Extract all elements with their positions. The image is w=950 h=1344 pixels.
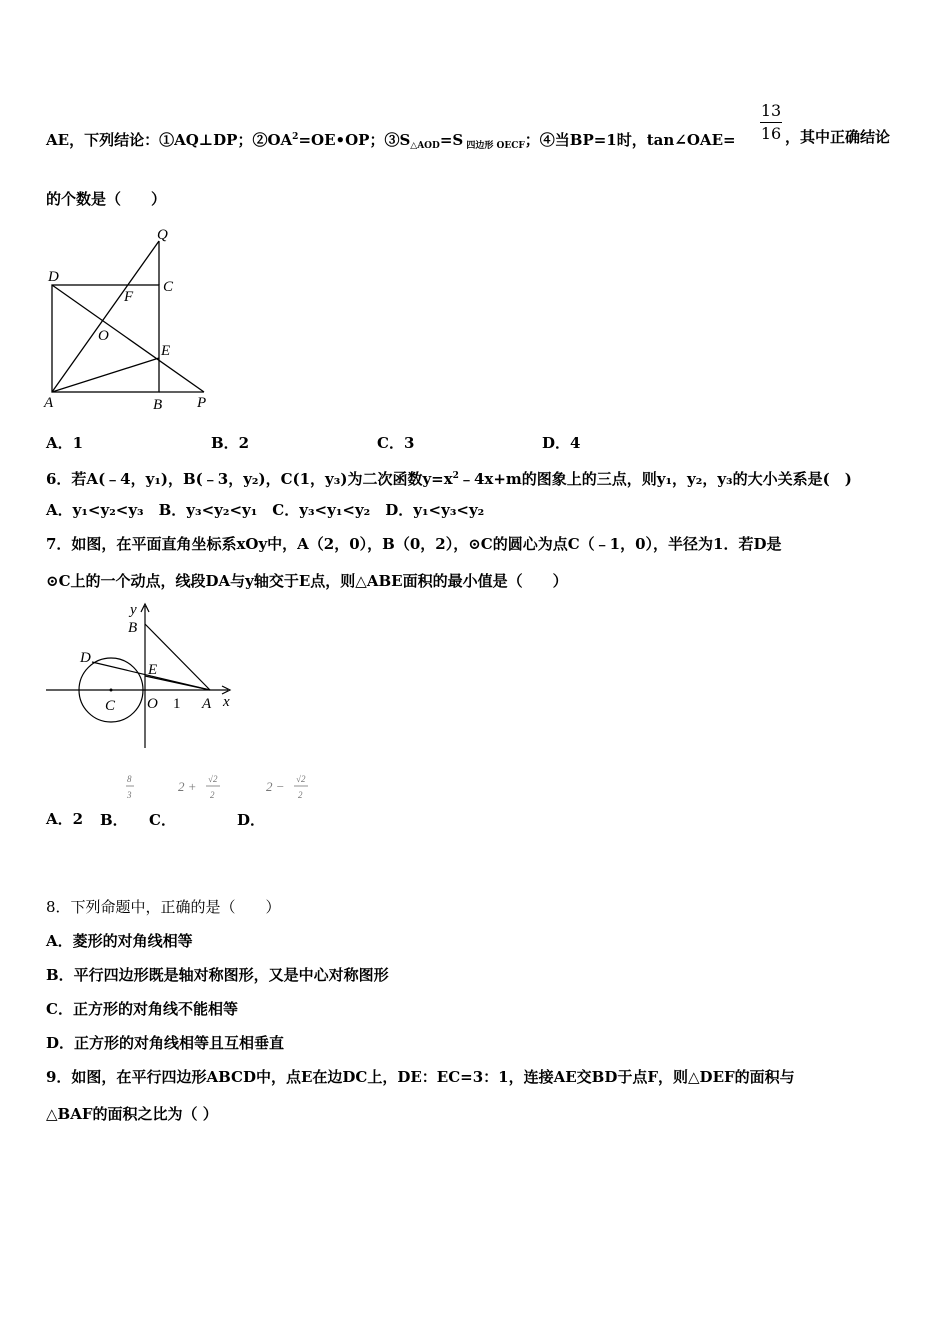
q5-eq: =S bbox=[439, 131, 464, 149]
label-y: y bbox=[130, 602, 137, 618]
label-f: F bbox=[124, 289, 134, 305]
q7-options: A．2 bbox=[46, 810, 84, 828]
label-a7: A bbox=[202, 696, 212, 712]
q6-options: A．y₁<y₂<y₃ B．y₃<y₂<y₁ C．y₃<y₁<y₂ D．y₁<y₃<y₂ bbox=[46, 501, 485, 519]
q8-option-b: B．平行四边形既是轴对称图形，又是中心对称图形 bbox=[46, 966, 389, 984]
q5-sub-aod: △AOD bbox=[410, 141, 440, 151]
label-q: Q bbox=[157, 227, 168, 243]
segment-aq bbox=[52, 241, 159, 392]
frac-2-plus bbox=[176, 771, 226, 803]
segment-ba bbox=[145, 624, 210, 690]
frac-8-3 bbox=[124, 772, 138, 802]
q5-line1-mid: =OE•OP；③S bbox=[298, 131, 411, 149]
svg-text:√2: √2 bbox=[296, 774, 306, 784]
label-e: E bbox=[161, 343, 171, 359]
q7-frac-c bbox=[176, 771, 226, 807]
label-one: 1 bbox=[173, 696, 181, 712]
q5-line1-end bbox=[785, 127, 890, 147]
q5-fraction bbox=[760, 101, 782, 144]
q5-option-d: D．4 bbox=[542, 434, 581, 452]
q7-figure bbox=[42, 602, 242, 752]
q5-option-c: C．3 bbox=[377, 434, 415, 452]
svg-text:2: 2 bbox=[298, 790, 303, 800]
svg-text:8: 8 bbox=[127, 774, 132, 784]
q9-line1: 9．如图，在平行四边形ABCD中，点E在边DC上，DE：EC=3：1，连接AE交BD于点F，则△DEF的面积与 bbox=[46, 1068, 795, 1086]
label-d: D bbox=[48, 269, 59, 285]
svg-text:2: 2 bbox=[210, 790, 215, 800]
frac-2-minus bbox=[264, 771, 314, 803]
q8-option-a: A．菱形的对角线相等 bbox=[46, 932, 193, 950]
svg-text:2 +: 2 + bbox=[178, 779, 197, 794]
label-p: P bbox=[197, 395, 207, 411]
q5-option-b: B．2 bbox=[211, 434, 250, 452]
label-b7: B bbox=[128, 620, 138, 636]
q5-line1-end-text: ，其中正确结论 bbox=[785, 128, 891, 146]
q7-option-d: D． bbox=[237, 811, 266, 829]
q7-frac-d bbox=[264, 771, 314, 807]
q7-line1: 7．如图，在平面直角坐标系xOy中，A（2，0），B（0，2），⊙C的圆心为点C（﹣1，0），半径为1．若D是 bbox=[46, 535, 782, 553]
q5-sq: 2 bbox=[292, 132, 299, 142]
label-a: A bbox=[44, 395, 54, 411]
label-x: x bbox=[223, 694, 230, 710]
q6-sq: 2 bbox=[452, 471, 459, 481]
segment-ea bbox=[145, 676, 210, 690]
label-e7: E bbox=[148, 662, 158, 678]
q7-option-c: C． bbox=[149, 811, 176, 829]
q8-stem: 8．下列命题中，正确的是（ ） bbox=[46, 898, 281, 916]
q5-line1-prefix: AE，下列结论：①AQ⊥DP；②OA bbox=[46, 131, 293, 149]
fraction-bar bbox=[760, 122, 782, 123]
svg-text:√2: √2 bbox=[208, 774, 218, 784]
q6-stem-tail: ﹣4x+m的图象上的三点，则y₁，y₂，y₃的大小关系是( ) bbox=[458, 470, 852, 488]
q7-option-b: B． bbox=[100, 811, 128, 829]
label-d7: D bbox=[80, 650, 91, 666]
svg-text:3: 3 bbox=[127, 790, 132, 800]
label-o: O bbox=[98, 328, 109, 344]
label-o7: O bbox=[147, 696, 158, 712]
label-c: C bbox=[163, 279, 174, 295]
q5-figure bbox=[40, 225, 220, 415]
segment-ae bbox=[52, 358, 159, 392]
svg-text:2 −: 2 − bbox=[266, 779, 285, 794]
q5-line1 bbox=[46, 127, 736, 156]
q6-stem bbox=[46, 466, 852, 489]
q7-line2: ⊙C上的一个动点，线段DA与y轴交于E点，则△ABE面积的最小值是（ ） bbox=[46, 572, 568, 590]
q5-line2: 的个数是（ ） bbox=[46, 190, 167, 208]
q5-frac-den: 16 bbox=[760, 124, 782, 143]
q8-option-d: D．正方形的对角线相等且互相垂直 bbox=[46, 1034, 285, 1052]
label-b: B bbox=[153, 397, 163, 413]
q5-sub-quad: 四边形 OECF bbox=[463, 141, 525, 151]
q6-stem-text: 6．若A(﹣4，y₁)，B(﹣3，y₂)，C(1，y₃)为二次函数y=x bbox=[46, 470, 453, 488]
center-dot bbox=[110, 689, 113, 692]
q5-option-a: A．1 bbox=[46, 434, 84, 452]
q7-frac-b bbox=[124, 772, 138, 806]
q8-option-c: C．正方形的对角线不能相等 bbox=[46, 1000, 238, 1018]
q9-line2: △BAF的面积之比为（ ） bbox=[46, 1105, 218, 1123]
label-c7: C bbox=[105, 698, 116, 714]
q5-line1-tail: ；④当BP=1时，tan∠OAE= bbox=[524, 131, 736, 149]
q5-frac-num: 13 bbox=[760, 101, 782, 120]
